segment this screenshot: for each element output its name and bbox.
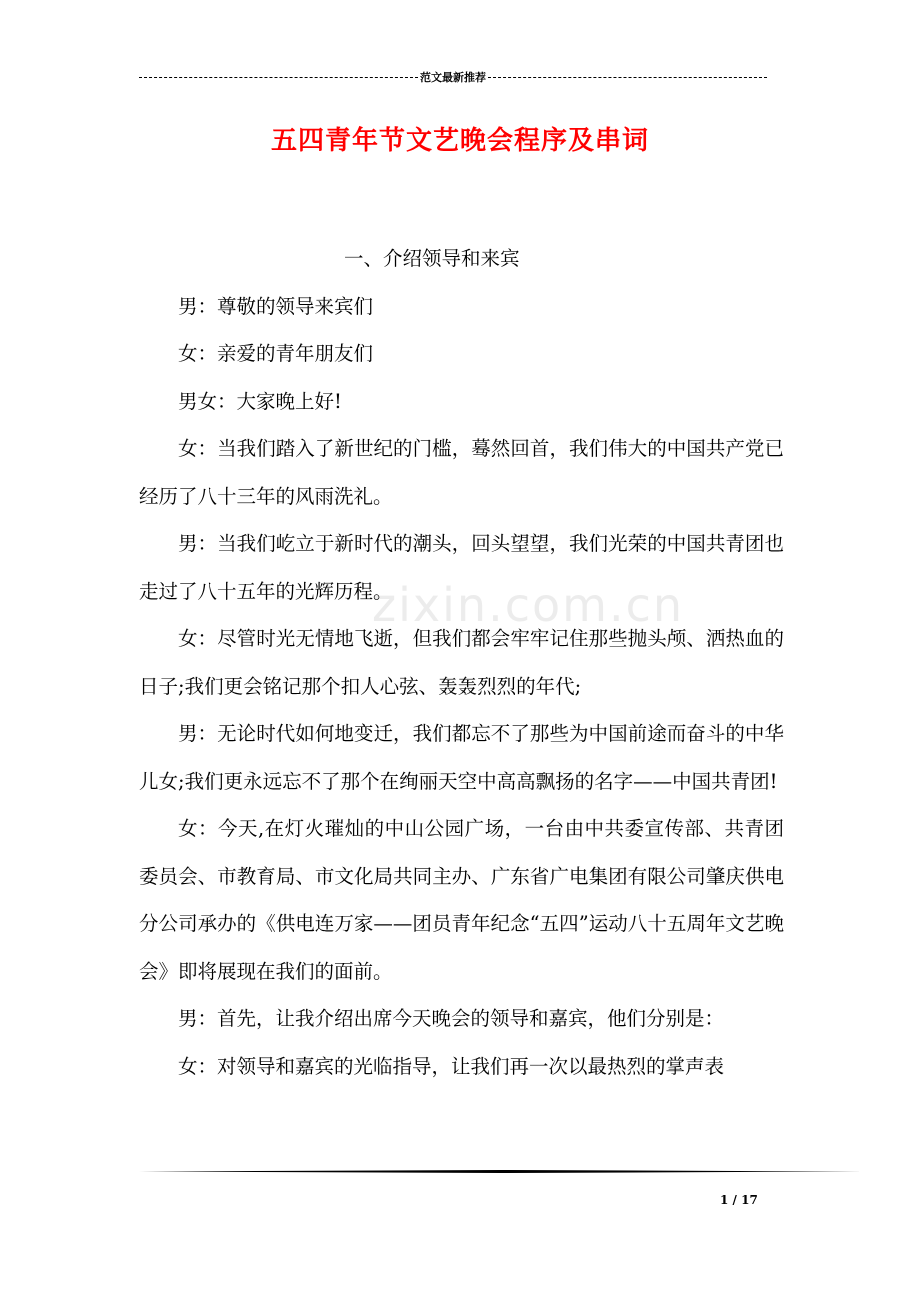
page-header: [139, 68, 767, 86]
paragraph: 女：对领导和嘉宾的光临指导，让我们再一次以最热烈的掌声表: [178, 1054, 725, 1078]
header-dash-left: [139, 77, 418, 78]
paragraph: 男：无论时代如何地变迁，我们都忘不了那些为中国前途而奋斗的中华儿女;我们更永远忘不了那个在绚丽天空中高高飘扬的名字——中国共青团!: [139, 722, 784, 793]
watermark-text: zixin.com.cn: [372, 578, 685, 632]
paragraph: 女：尽管时光无情地飞逝，但我们都会牢牢记住那些抛头颅、洒热血的日子;我们更会铭记那个扣人心弦、轰轰烈烈的年代;: [139, 627, 784, 698]
paragraph: 女：亲爱的青年朋友们: [178, 342, 374, 365]
section-heading: 一、介绍领导和来宾: [344, 247, 520, 270]
paragraph: 男：首先，让我介绍出席今天晚会的领导和嘉宾，他们分别是：: [178, 1007, 725, 1030]
document-body: [139, 235, 784, 1090]
header-dash-right: [488, 77, 767, 78]
page-number: 1 / 17: [720, 1193, 758, 1207]
paragraph: 女：当我们踏入了新世纪的门槛，蓦然回首，我们伟大的中国共产党已经历了八十三年的风雨洗礼。: [139, 437, 784, 508]
paragraph: 男：尊敬的领导来宾们: [178, 294, 374, 318]
footer-rule: [139, 1170, 863, 1173]
paragraph: 女：今天,在灯火璀灿的中山公园广场，一台由中共委宣传部、共青团委员会、市教育局、市文化局共同主办、广东省广电集团有限公司肇庆供电分公司承办的《供电连万家——团员青年纪念“五四”运动八十五周年文艺晚会》即将展现在我们的面前。: [139, 817, 784, 983]
document-title: 五四青年节文艺晚会程序及串词: [270, 126, 649, 156]
header-label: 范文最新推荐: [420, 71, 486, 84]
paragraph: 男：当我们屹立于新时代的潮头，回头望望，我们光荣的中国共青团也走过了八十五年的光辉历程。: [139, 532, 784, 603]
paragraph: 男女：大家晚上好!: [178, 389, 342, 413]
